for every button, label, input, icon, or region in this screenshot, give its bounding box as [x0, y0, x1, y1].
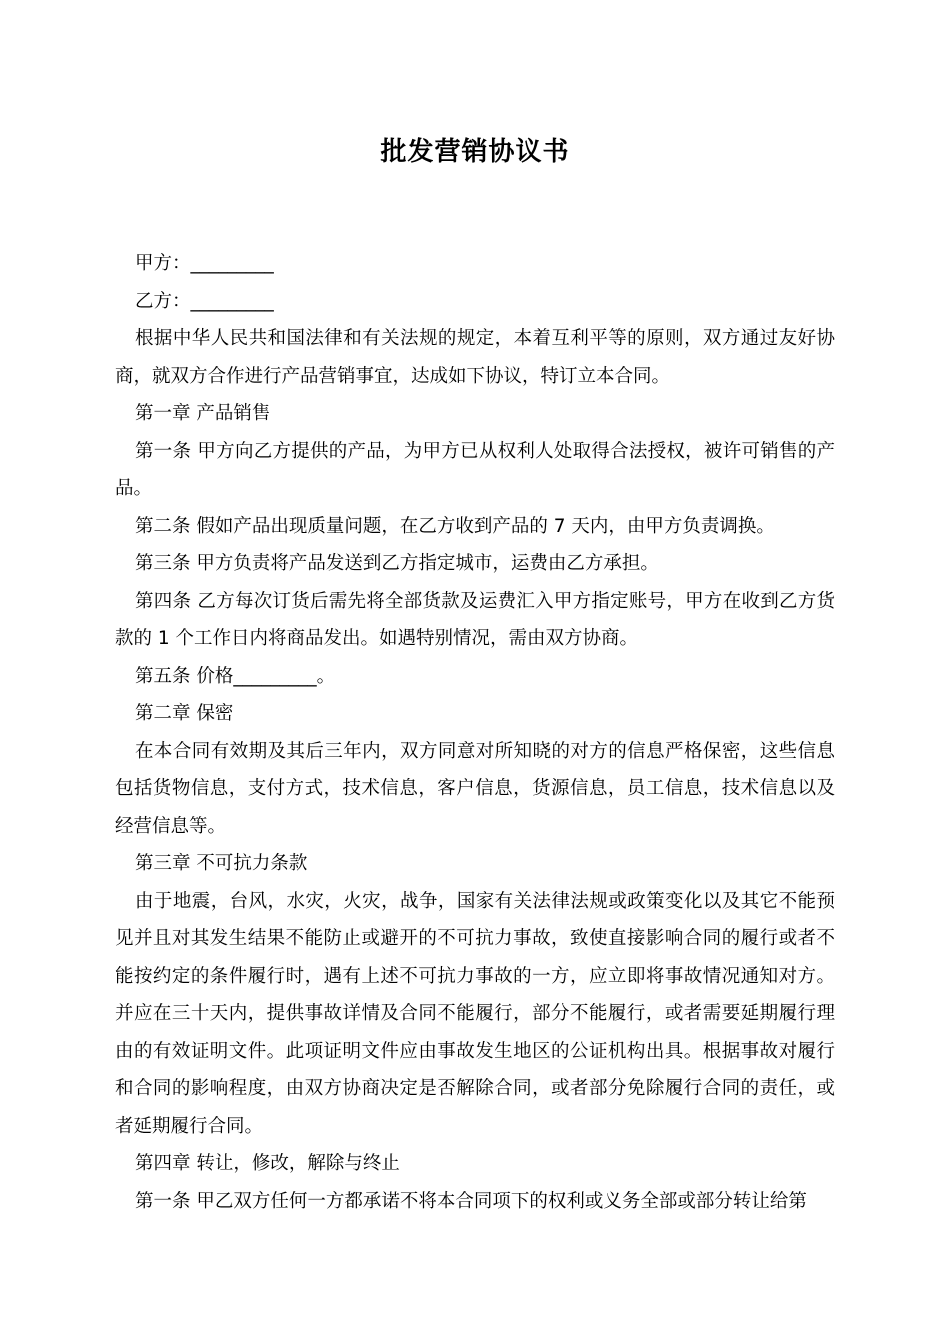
article-paragraph: 第四条 乙方每次订货后需先将全部货款及运费汇入甲方指定账号，甲方在收到乙方货款的 1 个工作日内将商品发出。如遇特别情况，需由双方协商。: [115, 590, 835, 649]
article-paragraph: 第三条 甲方负责将产品发送到乙方指定城市，运费由乙方承担。: [135, 553, 659, 574]
chapter-heading: 第二章 保密: [135, 703, 234, 724]
clause-paragraph: 在本合同有效期及其后三年内，双方同意对所知晓的对方的信息严格保密，这些信息包括货物信息，支付方式，技术信息，客户信息，货源信息，员工信息，技术信息以及经营信息等。: [115, 740, 835, 837]
document-body: [115, 245, 835, 1220]
document-title: 批发营销协议书: [380, 137, 570, 167]
party-b-line: 乙方：_________: [135, 290, 274, 312]
preamble-paragraph: 根据中华人民共和国法律和有关法规的规定，本着互利平等的原则，双方通过友好协商，就双方合作进行产品营销事宜，达成如下协议，特订立本合同。: [115, 328, 835, 387]
chapter-heading: 第三章 不可抗力条款: [135, 853, 308, 874]
article-paragraph: 第五条 价格_________。: [135, 665, 336, 687]
chapter-heading: 第四章 转让，修改，解除与终止: [135, 1153, 400, 1174]
chapter-heading: 第一章 产品销售: [135, 403, 271, 424]
article-paragraph: 第二条 假如产品出现质量问题，在乙方收到产品的 7 天内，由甲方负责调换。: [135, 515, 775, 537]
clause-paragraph: 由于地震，台风，水灾，火灾，战争，国家有关法律法规或政策变化以及其它不能预见并且对其发生结果不能防止或避开的不可抗力事故，致使直接影响合同的履行或者不能按约定的条件履行时，遇有上述不可抗力事故的一方，应立即将事故情况通知对方。并应在三十天内，提供事故详情及合同不能履行，部分不能履行，或者需要延期履行理由的有效证明文件。此项证明文件应由事故发生地区的公证机构出具。根据事故对履行和合同的影响程度，由双方协商决定是否解除合同，或者部分免除履行合同的责任，或者延期履行合同。: [115, 890, 835, 1137]
party-a-line: 甲方：_________: [135, 253, 274, 274]
article-paragraph: 第一条 甲乙双方任何一方都承诺不将本合同项下的权利或义务全部或部分转让给第: [135, 1190, 807, 1212]
article-paragraph: 第一条 甲方向乙方提供的产品，为甲方已从权利人处取得合法授权，被许可销售的产品。: [115, 440, 835, 499]
